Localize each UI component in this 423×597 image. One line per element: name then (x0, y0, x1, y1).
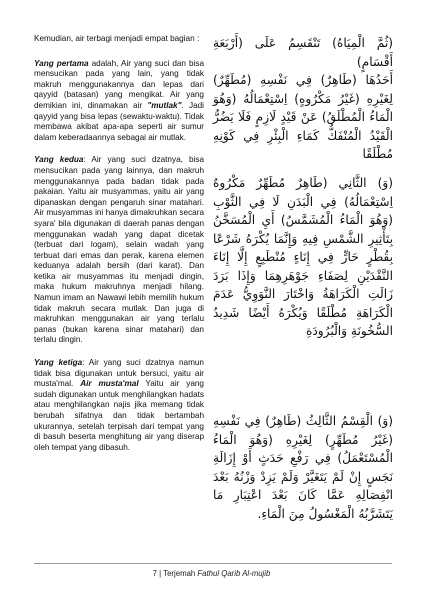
section-3-translation (34, 358, 204, 453)
page-footer (0, 569, 423, 578)
section-1-text-b: . Jadi qayyid yang bisa lepas (sewaktu-waktu). Tidak membawa akibat apa-apa seperti air sumur dalam keberadaannya sebagai air mutlak. (34, 100, 204, 142)
section-3-title: Yang ketiga (34, 358, 83, 368)
section-3-text-a: : Air yang suci dzatnya namun tidak bisa digunakan untuk bersuci, yaitu air musta'mal. (34, 358, 204, 389)
mustamal-term: Air musta'mal (80, 379, 139, 389)
section-1-title: Yang pertama (34, 58, 89, 68)
arabic-section-1: أَحَدُهَا (طَاهِرٌ) فِي نَفْسِهِ (مُطَهِّرٌ) لِغَيْرِهِ (غَيْرُ مَكْرُوهٍ) اِسْتِعْمَالُهُ (وَهُوَ الْمَاءُ الْمُطْلَقُ) عَنْ قَيْدٍ لَازِمٍ فَلَا يَضُرُّ الْقَيْدُ الْمُنْفَكُّ كَمَاءِ الْبِئْرِ فِي كَوْنِهِ مُطْلَقًا (213, 73, 393, 161)
intro-paragraph (34, 34, 204, 45)
footer-prefix: Terjemah (163, 569, 198, 578)
footer-divider (34, 563, 392, 564)
intro-text: Kemudian, air terbagi menjadi empat bagian : (34, 34, 200, 43)
section-3-text-b: Yaitu air yang sudah digunakan untuk menghilangkan hadats atau menghilangkan najis jika memang tidak berubah sifatnya dan tidak bertambah ukurannya, setelah terpisah dari tempat yang di basuh beserta menghitung air yang diserap oleh tempat yang dibasuh. (34, 379, 204, 452)
arabic-section-3: (وَ) الْقِسْمُ الثَّالِثُ (طَاهِرٌ) فِي نَفْسِهِ (غَيْرُ مُطَهِّرٍ) لِغَيْرِهِ (وَهُوَ الْمَاءُ الْمُسْتَعْمَلُ) فِي رَفْعِ حَدَثٍ أَوْ إِزَالَةِ نَجَسٍ إِنْ لَمْ يَتَغَيَّرْ وَلَمْ يَزِدْ وَزْنُهُ بَعْدَ انْفِصَالِهِ عَمَّا كَانَ بَعْدَ اعْتِبَارِ مَا يَتَشَرَّبُهُ الْمَغْسُولُ مِنَ الْمَاءِ. (213, 414, 393, 521)
book-title: Fathul Qarib Al-mujib (197, 569, 271, 578)
section-2-text: : Air yang suci dzatnya, bisa mensucikan pada yang lainnya, dan makruh menggunakannya pada badan tidak pada pakaian. Yaitu air musyammas, yaitu air yang dipanaskan dengan pengaruh sinar matahari. Air musyammas ini hanya dimakruhkan secara syara' bila digunakan di daerah panas dengan menggunakan wadah yang dapat dicetak (terbuat dari logam), selain wadah yang terbuat dari emas dan perak, karena elemen keduanya adalah bersih (dari karat). Dan ketika air musyammas itu menjadi dingin, maka hukum makruhnya menjadi hilang. Namun imam an Nawawi lebih memilih hukum tidak makruh secara mutlak. Dan juga di makruhkan menggunakan air yang terlalu panas (bukan karena sinar matahari) dan terlalu dingin. (34, 155, 204, 345)
section-1-text-a: adalah, Air yang suci dan bisa mensucikan pada yang lain, yang tidak makruh menggunakannya dan lepas dari qayyid (batasan) yang mengikat. Air yang demikian ini, dinamakan air (34, 58, 205, 110)
section-2-title: Yang kedua (34, 155, 84, 165)
section-2-translation (34, 155, 204, 346)
footer-separator: | (156, 569, 164, 578)
translation-column (34, 34, 204, 453)
mutlak-term: "mutlak" (147, 100, 182, 110)
section-1-translation (34, 59, 204, 144)
arabic-section-2: (وَ) الثَّانِي (طَاهِرٌ مُطَهِّرٌ مَكْرُوهٌ اِسْتِعْمَالُهُ) فِي الْبَدَنِ لَا فِي الثَّوْبِ (وَهُوَ الْمَاءُ الْمُشَمَّسُ) أَيِ الْمُسَخَّنُ بِتَأْثِيرِ الشَّمْسِ فِيهِ وَإِنَّمَا يُكْرَهُ شَرْعًا بِقُطْرٍ حَارٍّ فِي إِنَاءٍ مُنْطَبِعٍ إِلَّا إِنَاءَ النَّقْدَيْنِ لِصَفَاءِ جَوْهَرِهِمَا وَإِذَا بَرَدَ زَالَتِ الْكَرَاهَةُ وَاخْتَارَ النَّوَوِيُّ عَدَمَ الْكَرَاهَةِ مُطْلَقًا وَيُكْرَهُ أَيْضًا شَدِيدُ السُّخُونَةِ وَالْبُرُودَةِ (213, 176, 393, 338)
page-number: 7 (152, 569, 157, 578)
arabic-intro: (ثُمَّ الْمِيَاهُ) تَنْقَسِمُ عَلَى (أَرْبَعَةِ أَقْسَامٍ) (213, 36, 393, 69)
